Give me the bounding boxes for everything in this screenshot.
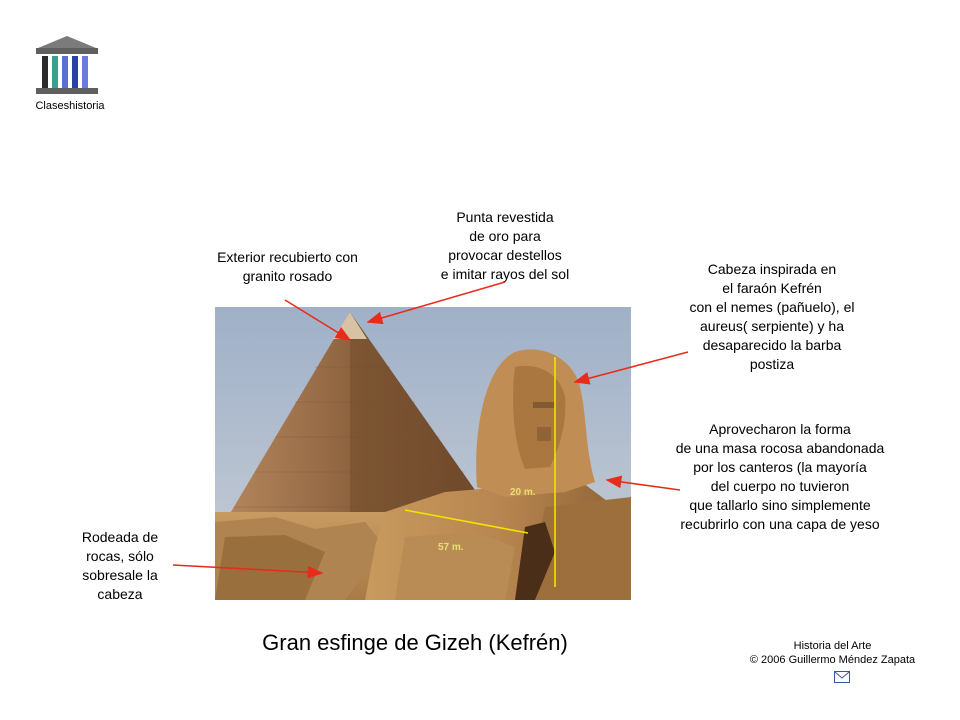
note-rodeada: Rodeada de rocas, sólo sobresale la cabeza [81, 529, 159, 602]
logo-label: Claseshistoria [35, 100, 105, 112]
sphinx-pyramid-photo [215, 307, 631, 600]
measure-height-label: 20 m. [510, 487, 536, 498]
credits [720, 639, 945, 667]
note-punta: Punta revestida de oro para provocar destellos e imitar rayos del sol [440, 209, 570, 282]
logo-temple-icon [34, 34, 100, 96]
measure-length-label: 57 m. [438, 542, 464, 553]
note-forma: Aprovecharon la forma de una masa rocosa abandonada por los canteros (la mayoría del cuerpo no tuvieron que tallarlo sino simplemente recubrirlo con una capa de yeso [675, 421, 885, 532]
credits-line1: Historia del Arte [793, 640, 872, 652]
slide-title: Gran esfinge de Gizeh (Kefrén) [262, 630, 568, 655]
credits-line2: © 2006 Guillermo Méndez Zapata [749, 654, 916, 666]
note-cabeza: Cabeza inspirada en el faraón Kefrén con el nemes (pañuelo), el aureus( serpiente) y ha desaparecido la barba postiza [689, 261, 855, 372]
envelope-icon[interactable] [834, 670, 850, 682]
note-exterior: Exterior recubierto con granito rosado [217, 249, 358, 284]
